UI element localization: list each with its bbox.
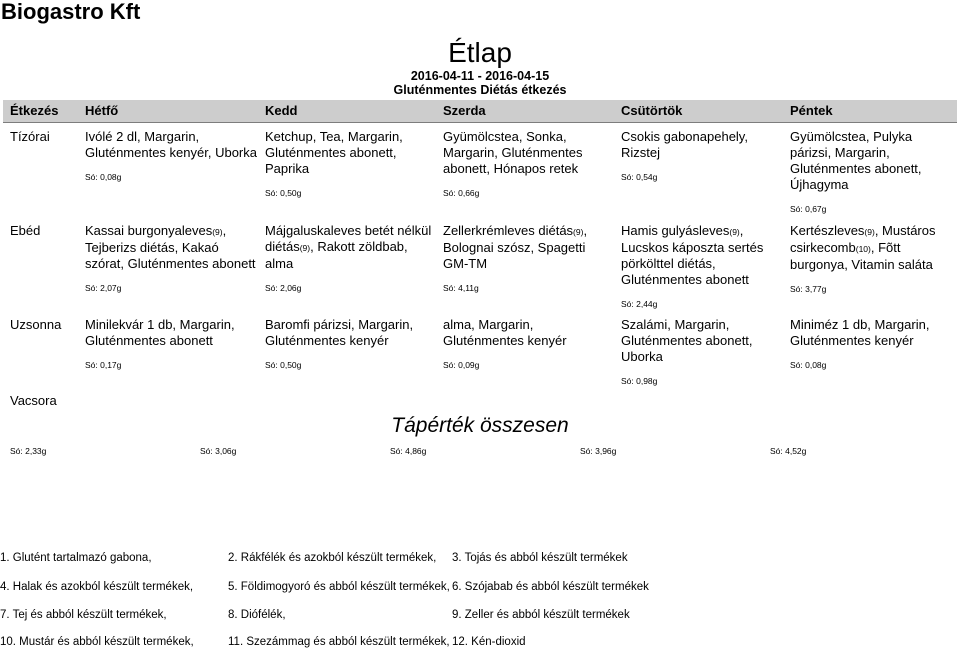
menu-item-line: Miniméz 1 db, Margarin, [790, 317, 930, 332]
menu-item-line: Gluténmentes abonett, [790, 161, 922, 176]
header-day-wednesday: Szerda [443, 103, 486, 118]
allergen-item: 12. Kén-dioxid [452, 636, 526, 648]
salt-value: Só: 0,67g [790, 204, 827, 214]
menu-item-line: Ivólé 2 dl, Margarin, [85, 129, 200, 144]
menu-item-line: szórat, Gluténmentes abonett [85, 256, 256, 271]
page-title: Étlap [448, 37, 512, 68]
header-day-thursday: Csütörtök [621, 103, 683, 118]
nutrition-totals-title: Tápérték összesen [391, 414, 569, 437]
menu-item-line: pörkölttel diétás, [621, 256, 716, 271]
header-day-tuesday: Kedd [265, 103, 298, 118]
menu-cell-monday [85, 223, 256, 295]
menu-item-line: Baromfi párizsi, Margarin, [265, 317, 414, 332]
meal-label: Ebéd [10, 223, 41, 238]
header-meal: Étkezés [10, 103, 59, 118]
menu-item-line: Bolognai szósz, Spagetti [443, 240, 586, 255]
menu-item-line: Paprika [265, 161, 310, 176]
menu-cell-tuesday [265, 223, 431, 295]
menu-item-line: Csokis gabonapehely, [621, 129, 748, 144]
allergen-code: (9) [573, 227, 584, 237]
salt-value: Só: 3,77g [790, 284, 827, 294]
header-day-friday: Péntek [790, 103, 833, 118]
menu-item-line: Újhagyma [790, 177, 849, 192]
menu-item-line: Gluténmentes kenyér [790, 333, 914, 348]
salt-value: Só: 0,54g [621, 172, 658, 182]
menu-item-line: alma [265, 256, 294, 271]
meal-row-tizorai [0, 129, 960, 214]
menu-item-line: Lucskos káposzta sertés [621, 240, 764, 255]
menu-item-line: Gluténmentes abonett [85, 333, 213, 348]
salt-value: Só: 0,08g [790, 360, 827, 370]
menu-item-line: Margarin, Gluténmentes [443, 145, 583, 160]
allergen-item: 11. Szezámmag és abból készült termékek, [228, 636, 450, 648]
salt-value: Só: 0,50g [265, 360, 302, 370]
menu-cell-wednesday [443, 129, 582, 200]
salt-value: Só: 0,50g [265, 188, 302, 198]
menu-item-line: Kertészleves(9), Mustáros [790, 223, 936, 238]
allergen-item: 1. Glutént tartalmazó gabona, [0, 552, 152, 564]
meal-label: Tízórai [10, 129, 50, 144]
menu-header-row [3, 100, 957, 123]
salt-value: Só: 2,07g [85, 283, 122, 293]
salt-value: Só: 0,17g [85, 360, 122, 370]
menu-item-line: Gluténmentes kenyér, Uborka [85, 145, 257, 160]
company-name: Biogastro Kft [1, 0, 141, 24]
menu-item-line: Gluténmentes abonett [621, 272, 749, 287]
menu-cell-wednesday [443, 317, 567, 372]
allergen-item: 6. Szójabab és abból készült termékek [452, 581, 649, 593]
allergen-item: 4. Halak és azokból készült termékek, [0, 581, 194, 593]
menu-item-line: Gluténmentes kenyér [265, 333, 389, 348]
menu-item-line: Ketchup, Tea, Margarin, [265, 129, 403, 144]
menu-item-line: Tejberizs diétás, Kakaó [85, 240, 219, 255]
allergen-item: 3. Tojás és abból készült termékek [452, 552, 628, 564]
menu-cell-tuesday [265, 129, 403, 200]
total-salt-friday: Só: 4,52g [770, 446, 807, 456]
total-salt-monday: Só: 2,33g [10, 446, 47, 456]
meal-row-vacsora [0, 393, 960, 408]
allergen-item: 10. Mustár és abból készült termékek, [0, 636, 194, 648]
salt-value: Só: 0,66g [443, 188, 480, 198]
menu-item-line: abonett, Hónapos retek [443, 161, 579, 176]
diet-subtitle: Gluténmentes Diétás étkezés [393, 83, 567, 97]
allergen-item: 9. Zeller és abból készült termékek [452, 609, 630, 621]
meal-label: Vacsora [10, 393, 57, 408]
header-day-monday: Hétfő [85, 103, 119, 118]
menu-item-line: Minilekvár 1 db, Margarin, [85, 317, 235, 332]
allergen-code: (9) [729, 227, 740, 237]
menu-cell-friday [790, 317, 929, 372]
salt-value: Só: 4,11g [443, 283, 479, 293]
menu-item-line: Gyümölcstea, Sonka, [443, 129, 567, 144]
salt-value: Só: 0,09g [443, 360, 480, 370]
menu-item-line: párizsi, Margarin, [790, 145, 890, 160]
menu-item-line: Gluténmentes abonett, [265, 145, 397, 160]
meal-row-ebed [0, 223, 960, 309]
menu-cell-thursday [621, 223, 763, 311]
menu-item-line: Hamis gulyásleves(9), [621, 223, 744, 238]
allergen-item: 8. Diófélék, [228, 609, 286, 621]
total-salt-tuesday: Só: 3,06g [200, 446, 237, 456]
menu-item-line: Rizstej [621, 145, 661, 160]
salt-value: Só: 0,98g [621, 376, 658, 386]
allergen-code: (9) [864, 227, 875, 237]
allergen-item: 5. Földimogyoró és abból készült termékek, [228, 581, 450, 593]
date-range: 2016-04-11 - 2016-04-15 [410, 69, 550, 83]
menu-cell-thursday [621, 129, 748, 184]
menu-item-line: Gluténmentes abonett, [621, 333, 753, 348]
menu-item-line: Gluténmentes kenyér [443, 333, 567, 348]
menu-item-line: Uborka [621, 349, 663, 364]
menu-item-line: Zellerkrémleves diétás(9), [443, 223, 588, 238]
menu-item-line: Gyümölcstea, Pulyka [790, 129, 913, 144]
menu-item-line: csirkecomb(10), Fõtt [790, 240, 901, 255]
menu-item-line: alma, Margarin, [443, 317, 534, 332]
allergen-code: (10) [855, 244, 871, 254]
total-salt-wednesday: Só: 4,86g [390, 446, 427, 456]
salt-value: Só: 2,44g [621, 299, 658, 309]
allergen-code: (9) [299, 243, 311, 253]
allergen-item: 2. Rákfélék és azokból készült termékek, [228, 552, 437, 564]
menu-cell-wednesday [443, 223, 587, 295]
menu-cell-tuesday [265, 317, 413, 372]
menu-cell-monday [85, 317, 235, 372]
menu-item-line: Májgaluskaleves betét nélkül [265, 223, 432, 238]
nutrition-totals-row [5, 442, 955, 460]
allergen-item: 7. Tej és abból készült termékek, [0, 609, 167, 621]
salt-value: Só: 2,06g [265, 283, 302, 293]
menu-item-line: Kassai burgonyaleves(9), [85, 223, 227, 238]
menu-item-line: burgonya, Vitamin saláta [790, 257, 933, 272]
menu-item-line: diétás(9), Rakott zöldbab, [265, 239, 408, 254]
menu-cell-friday [790, 223, 936, 296]
allergen-code: (9) [212, 227, 223, 237]
salt-value: Só: 0,08g [85, 172, 122, 182]
total-salt-thursday: Só: 3,96g [580, 446, 617, 456]
meal-row-uzsonna [0, 317, 960, 386]
menu-cell-friday [790, 129, 922, 216]
menu-item-line: Szalámi, Margarin, [621, 317, 730, 332]
meal-label: Uzsonna [10, 317, 62, 332]
menu-cell-monday [85, 129, 257, 184]
menu-cell-thursday [621, 317, 753, 388]
menu-item-line: GM-TM [443, 256, 488, 271]
